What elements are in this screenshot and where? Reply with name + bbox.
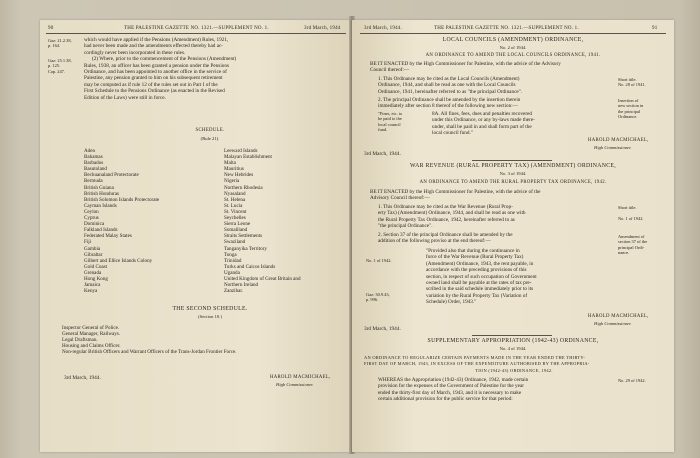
schedule-entry: Tonga [224, 251, 237, 258]
s1-signature-name: HAROLD MACMICHAEL, [588, 138, 649, 143]
schedule-entry: United Kingdom of Great Britain and [224, 275, 301, 282]
s1-enacting-clause: BE IT ENACTED by the High Commissioner for Palestine, with the advice of the Advisory Council thereof:— [370, 61, 561, 74]
schedule-entry: Tanganyika Territory [224, 245, 267, 252]
schedule-entry: British Honduras [84, 190, 119, 197]
signature-title: High Commissioner. [276, 382, 314, 387]
pension-rules-text: which would have applied if the Pensions (Amendment) Rules, 1921, had never been made and the amendments effected thereby had ac- cordingly never been incorporated in these rules. (2) Where, prior to the commencement of the Pensions (Amendment) Rules, 1938, an officer has been granted a pension under the Pensions Ordinance, and has been appointed to another office in the service of Palestine, any pension granted to him on his subsequent retirement may be computed as if rule 12 of the rules set out in Part I of the First Schedule to the Pensions Ordinance (as enacted in the Revised Edition of the Laws) were still in force. [84, 37, 237, 101]
s2-signature-title: High Commissioner. [594, 321, 632, 326]
second-schedule-item: Non-regular British Officers and Warrant Officers of the Trans-Jordan Frontier Force. [62, 349, 237, 356]
second-schedule-subtitle: (Section 10.) [198, 314, 222, 319]
schedule-entry: Jamaica [84, 282, 101, 289]
s2-signature-name: HAROLD MACMICHAEL, [588, 314, 649, 319]
right-page [352, 20, 674, 452]
margin-note-2: Gaz: 25.1.38, p. 125. Cap. 247. [48, 58, 72, 74]
schedule-entry: Northern Rhodesia [224, 184, 263, 191]
second-schedule-list [62, 325, 237, 355]
s1-subtitle: AN ORDINANCE TO AMEND THE LOCAL COUNCILS ORDINANCE, 1941. [425, 53, 601, 58]
running-head: THE PALESTINE GAZETTE NO. 1321.—SUPPLEMENT NO. 1. [434, 26, 579, 31]
schedule-entry: Uganda [224, 269, 240, 276]
schedule-entry: British Guiana [84, 184, 114, 191]
schedule-entry: St. Lucia [224, 202, 243, 209]
schedule-entry: Falkland Islands [84, 227, 118, 234]
schedule-entry: New Hebrides [224, 172, 254, 179]
schedule-subtitle: (Rule 21). [200, 136, 220, 141]
signature-name: HAROLD MACMICHAEL, [270, 375, 331, 380]
schedule-entry: Dominica [84, 221, 105, 228]
second-schedule-item: Legal Draftsman. [62, 337, 98, 344]
s3-preamble: WHEREAS the Appropriation (1942-43) Ordinance, 1942, made certain provision for the expenses of the Government of Palestine for the year ended the thirty-first day of March, 1943, and it is necessary to make certain additional provision for the public service for that period: [378, 377, 529, 403]
schedule-column-2 [224, 148, 301, 294]
s1-margin-short-title: Short title. No. 28 of 1941. [618, 77, 646, 88]
left-page [40, 20, 352, 452]
section-rule [472, 160, 552, 161]
schedule-entry: Zanzibar. [224, 288, 244, 295]
s1-title: LOCAL COUNCILS (AMENDMENT) ORDINANCE, [442, 37, 584, 43]
schedule-entry: Federated Malay States [84, 233, 132, 240]
s1-margin-insertion: Insertion of new section in the principal Ordinance. [618, 98, 644, 120]
s2-proviso: "Provided also that during the continuance in force of the War Revenue (Rural Property Tax) (Amendment) Ordinance, 1943, the rent payable, in accordance with the preceding provisions of this section, in respect of such occupation of Government owned land shall be payable at the rates of tax pre- scribed in the said schedule immediately prior to its variation by the Rural Property Tax (Variation of Schedule) Order, 1943." [426, 248, 537, 306]
s1-quote-label: "Fines, etc. to be paid to the local council fund. [378, 111, 403, 133]
schedule-entry: St. Vincent [224, 208, 247, 215]
header-rule [360, 33, 666, 34]
schedule-entry: Mauritius [224, 166, 244, 173]
s3-subtitle: AN ORDINANCE TO REGULARIZE CERTAIN PAYMENTS MADE IN THE YEAR ENDED THE THIRTY- FIRST DAY OF MARCH, 1943, IN EXCESS OF THE EXPENDITURE AUTHORISED BY THE APPROPRIA- TION (1942-43) ORDINANCE, 1942. [364, 355, 590, 373]
schedule-entry: Kenya [84, 288, 98, 295]
s1-date: 3rd March, 1944. [364, 151, 401, 157]
second-schedule-title: THE SECOND SCHEDULE. [172, 306, 248, 312]
s2-date: 3rd March, 1944. [364, 326, 401, 332]
page-number: 90 [48, 26, 54, 31]
s3-number: No. 4 of 1944. [499, 346, 527, 351]
s2-number: No. 3 of 1944. [499, 171, 527, 176]
schedule-entry: Fiji [84, 239, 92, 246]
schedule-entry: Cyprus [84, 215, 99, 222]
schedule-title: SCHEDULE. [195, 128, 225, 133]
s2-left-note-1: No. 1 of 1942. [366, 258, 392, 263]
schedule-entry: Aden [84, 148, 96, 154]
schedule-entry: Gilbert and Ellice Islands Colony [84, 257, 153, 264]
s1-section-2: 2. The principal Ordinance shall be amended by the insertion therein immediately after section 8 thereof of the following new section:— [378, 97, 521, 110]
s1-signature-title: High Commissioner. [594, 145, 632, 150]
margin-note-1: Gaz: 21.2.38, p. 164. [48, 38, 72, 49]
s2-margin-short-title: Short title. No. 1 of 1942. [618, 205, 644, 222]
schedule-entry: Bahamas [84, 154, 103, 161]
s2-section-2: 2. Section 37 of the principal Ordinance shall be amended by the addition of the following proviso at the end thereof:— [378, 232, 513, 245]
schedule-entry: Leeward Islands [224, 148, 258, 154]
header-rule [46, 33, 346, 34]
schedule-entry: Nigeria [224, 178, 240, 185]
second-schedule-item: Housing and Claims Officer. [62, 343, 121, 350]
s2-margin-amendment: Amendment of section 37 of the principal Ordi- nance. [618, 234, 648, 256]
schedule-entry: Cayman Islands [84, 202, 117, 209]
s2-subtitle: AN ORDINANCE TO AMEND THE RURAL PROPERTY TAX ORDINANCE, 1942. [419, 180, 607, 185]
page-number: 91 [652, 26, 658, 31]
s2-enacting-clause: BE IT ENACTED by the High Commissioner for Palestine, with the advice of the Advisory Council thereof:— [370, 189, 541, 202]
second-schedule-item: General Manager, Railways. [62, 331, 121, 338]
schedule-entry: Nyasaland [224, 190, 246, 197]
schedule-entry: Seychelles [224, 215, 246, 222]
section-rule [472, 335, 552, 336]
schedule-entry: British Solomon Islands Protectorate [84, 196, 160, 203]
s2-section-1: 1. This Ordinance may be cited as the War Revenue (Rural Prop- erty Tax) (Amendment) Ordinance, 1944, and shall be read as one with the Rural Property Tax Ordinance, 1942, hereinafter referred to as "the principal Ordinance". [378, 204, 526, 230]
schedule-entry: Gold Coast [84, 263, 108, 270]
s2-left-note-2: Gaz: 30.9.43, p. 996. [366, 292, 390, 303]
date: 3rd March, 1944. [64, 375, 101, 381]
schedule-entry: Ceylon [84, 208, 99, 215]
schedule-entry: Trinidad [224, 257, 242, 264]
schedule-entry: Hong Kong [84, 275, 108, 282]
s1-number: No. 2 of 1944. [499, 45, 527, 50]
schedule-entry: Bermuda [84, 178, 103, 185]
schedule-entry: Malayan Establishment [224, 154, 272, 161]
schedule-entry: Somaliland [224, 227, 248, 234]
schedule-entry: Turks and Caicos Islands [224, 263, 276, 270]
schedule-entry: Swaziland [224, 239, 246, 246]
schedule-entry: Grenada [84, 269, 102, 276]
schedule-entry: Basutoland [84, 166, 107, 173]
head-date: 3rd March, 1944. [364, 26, 402, 31]
schedule-entry: Gambia [84, 245, 101, 252]
s1-new-section-8a: 8A. All fines, fees, dues and penalties recovered under this Ordinance, or any by-laws made there- under, shall be paid in and shall form part of the local council fund." [432, 111, 535, 137]
schedule-entry: Sierra Leone [224, 221, 251, 228]
head-date: 3rd March, 1944 [304, 26, 341, 31]
schedule-entry: Northern Ireland [224, 282, 259, 289]
s3-title: SUPPLEMENTARY APPROPRIATION (1942-43) ORDINANCE, [427, 338, 599, 344]
s1-section-1: 1. This Ordinance may be cited as the Local Councils (Amendment) Ordinance, 1944, and shall be read as one with the Local Councils Ordinance, 1941, hereinafter referred to as "the principal Ordinance". [378, 76, 523, 95]
s2-title: WAR REVENUE (RURAL PROPERTY TAX) (AMENDMENT) ORDINANCE, [410, 163, 616, 169]
second-schedule-item: Inspector General of Police. [62, 325, 120, 331]
schedule-entry: Bechuanaland Protectorate [84, 172, 139, 179]
schedule-entry: Gibraltar [84, 251, 103, 258]
schedule-entry: Straits Settlements [224, 233, 263, 240]
schedule-entry: Malta [224, 160, 236, 167]
s3-margin: No. 29 of 1942. [618, 378, 646, 383]
running-head: THE PALESTINE GAZETTE NO. 1321.—SUPPLEMENT NO. 1. [124, 26, 269, 31]
schedule-entry: St. Helena [224, 196, 246, 203]
schedule-column-1 [84, 148, 159, 294]
schedule-entry: Barbados [84, 160, 104, 167]
